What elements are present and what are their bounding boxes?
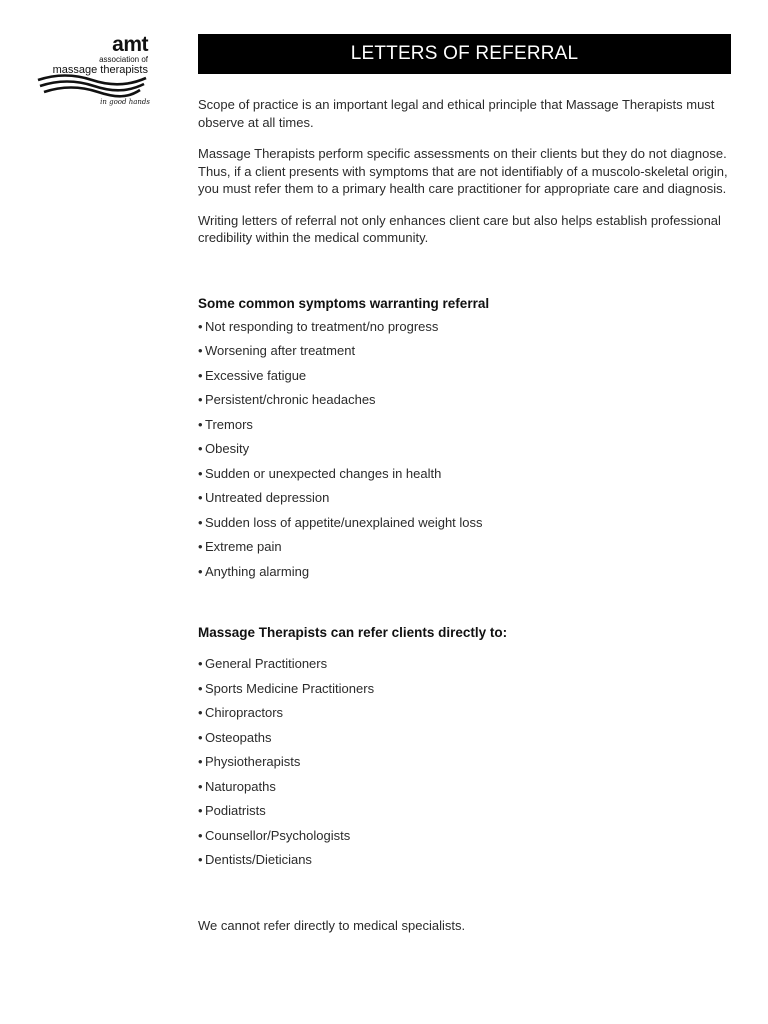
- bullet-glyph: •: [198, 318, 203, 334]
- bullet-glyph: •: [198, 803, 203, 818]
- list-item: [198, 364, 728, 389]
- list-item: [198, 511, 728, 536]
- document-body: [198, 96, 728, 934]
- bullet-glyph: •: [198, 465, 203, 481]
- list-item: [198, 775, 728, 800]
- list-item: [198, 486, 728, 511]
- bullet-glyph: •: [198, 852, 203, 867]
- list-item: [198, 315, 728, 340]
- list-item: [198, 413, 728, 438]
- list-item: [198, 437, 728, 462]
- waves-icon: [36, 74, 148, 100]
- bullet-glyph: •: [198, 729, 203, 745]
- list-item: [198, 388, 728, 413]
- list-item-text: Sudden or unexpected changes in health: [205, 465, 442, 481]
- list-item-text: Physiotherapists: [205, 754, 301, 769]
- list-item-text: Anything alarming: [205, 563, 310, 579]
- bullet-glyph: •: [198, 441, 203, 456]
- bullet-glyph: •: [198, 416, 203, 432]
- bullet-glyph: •: [198, 656, 203, 671]
- bullet-glyph: •: [198, 680, 203, 696]
- referrals-heading: Massage Therapists can refer clients directly to:: [198, 625, 508, 640]
- bullet-glyph: •: [198, 705, 203, 720]
- list-item: [198, 701, 728, 726]
- list-item-text: Sports Medicine Practitioners: [205, 680, 375, 696]
- list-item-text: Counsellor/Psychologists: [205, 827, 351, 843]
- list-item-text: Worsening after treatment: [205, 343, 356, 358]
- logo-abbreviation: amt: [112, 33, 148, 56]
- symptoms-list: [198, 315, 728, 585]
- intro-paragraph-assessments: Massage Therapists perform specific assessments on their clients but they do not diagnose. Thus, if a client presents with symptoms that are not identifiably of a muscolo-skeletal origin, you must refer them to a primary health care practitioner for appropriate care and diagnosis.: [198, 146, 728, 196]
- logo-line-association: association of: [99, 55, 148, 64]
- bullet-glyph: •: [198, 490, 203, 505]
- symptoms-heading: Some common symptoms warranting referral: [198, 295, 490, 311]
- bullet-glyph: •: [198, 392, 203, 407]
- intro-paragraph-scope: Scope of practice is an important legal and ethical principle that Massage Therapists must observe at all times.: [198, 97, 715, 130]
- referrals-list: [198, 652, 728, 873]
- list-item-text: Persistent/chronic headaches: [205, 392, 376, 407]
- list-item-text: Untreated depression: [205, 490, 330, 505]
- list-item-text: Podiatrists: [205, 803, 266, 818]
- list-item-text: Sudden loss of appetite/unexplained weight loss: [205, 514, 483, 530]
- logo-tagline: in good hands: [100, 98, 150, 106]
- intro-paragraph-credibility: Writing letters of referral not only enhances client care but also helps establish professional credibility within the medical community.: [198, 212, 721, 245]
- logo-line-massage-therapists: massage therapists: [52, 64, 148, 76]
- footer-note: We cannot refer directly to medical specialists.: [198, 917, 466, 933]
- list-item-text: General Practitioners: [205, 656, 328, 671]
- list-item-text: Naturopaths: [205, 778, 276, 794]
- list-item-text: Extreme pain: [205, 539, 282, 554]
- bullet-glyph: •: [198, 827, 203, 843]
- list-item: [198, 677, 728, 702]
- page-title: LETTERS OF REFERRAL: [198, 34, 731, 74]
- amt-logo: [36, 34, 158, 110]
- bullet-glyph: •: [198, 754, 203, 769]
- list-item: [198, 560, 728, 585]
- list-item: [198, 824, 728, 849]
- list-item-text: Dentists/Dieticians: [205, 852, 312, 867]
- list-item: [198, 535, 728, 560]
- list-item: [198, 339, 728, 364]
- bullet-glyph: •: [198, 778, 203, 794]
- bullet-glyph: •: [198, 563, 203, 579]
- bullet-glyph: •: [198, 539, 203, 554]
- list-item-text: Tremors: [205, 416, 253, 432]
- list-item: [198, 652, 728, 677]
- list-item-text: Excessive fatigue: [205, 367, 307, 383]
- bullet-glyph: •: [198, 343, 203, 358]
- list-item: [198, 726, 728, 751]
- list-item-text: Obesity: [205, 441, 250, 456]
- list-item: [198, 750, 728, 775]
- list-item-text: Not responding to treatment/no progress: [205, 318, 439, 334]
- list-item: [198, 848, 728, 873]
- list-item: [198, 799, 728, 824]
- list-item: [198, 462, 728, 487]
- list-item-text: Chiropractors: [205, 705, 284, 720]
- list-item-text: Osteopaths: [205, 729, 272, 745]
- bullet-glyph: •: [198, 367, 203, 383]
- bullet-glyph: •: [198, 514, 203, 530]
